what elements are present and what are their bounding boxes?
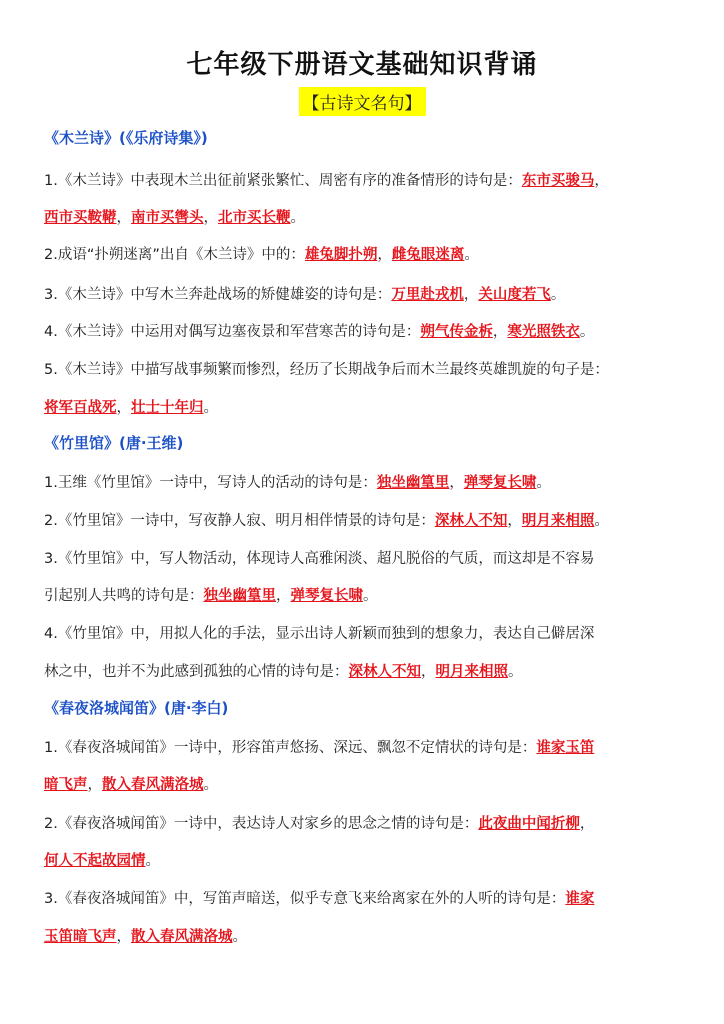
section-heading-mulan: 《木兰诗》(《乐府诗集》) — [44, 129, 208, 147]
answer-text: 玉笛暗飞声 — [44, 929, 117, 945]
punct: ， — [116, 400, 131, 416]
question-line — [44, 547, 684, 568]
question-text: 3.《春夜洛城闻笛》中，写笛声暗送，似乎专意飞来给离家在外的人听的诗句是： — [44, 891, 566, 907]
answer-text: 独坐幽篁里 — [376, 475, 450, 491]
question-text: 1.王维《竹里馆》一诗中，写诗人的活动的诗句是： — [44, 475, 377, 491]
answer-text: 关山度若飞 — [478, 287, 551, 303]
question-text: 1.《木兰诗》中表现木兰出征前紧张繁忙、周密有序的准备情形的诗句是： — [44, 173, 522, 189]
punct: 。 — [203, 400, 218, 416]
answer-text: 此夜曲中闻折柳 — [478, 816, 580, 832]
punct: 。 — [232, 929, 247, 945]
question-line — [44, 849, 684, 870]
answer-text: 将军百战死 — [44, 400, 117, 416]
answer-text: 北市买长鞭 — [218, 210, 291, 226]
question-line — [44, 169, 684, 190]
question-line — [44, 243, 684, 264]
punct: 。 — [508, 664, 523, 680]
punct: ， — [203, 210, 218, 226]
answer-text: 暗飞声 — [44, 777, 88, 793]
punct: 。 — [579, 324, 595, 340]
question-text: 3.《木兰诗》中写木兰奔赴战场的矫健雄姿的诗句是： — [44, 287, 392, 303]
answer-text: 散入春风满洛城 — [102, 777, 204, 793]
page-title: 七年级下册语文基础知识背诵 — [186, 50, 538, 80]
punct: ， — [116, 210, 131, 226]
answer-text: 明月来相照 — [435, 664, 508, 680]
answer-text: 万里赴戎机 — [391, 287, 464, 303]
question-text: 引起别人共鸣的诗句是： — [44, 588, 204, 604]
answer-text: 独坐幽篁里 — [203, 588, 276, 604]
answer-text: 深林人不知 — [348, 664, 421, 680]
punct: 。 — [536, 475, 551, 491]
question-line — [44, 584, 684, 605]
question-line — [44, 358, 684, 379]
answer-text: 南市买辔头 — [131, 210, 204, 226]
question-line — [44, 660, 684, 681]
punct: ， — [377, 247, 392, 263]
question-text: 林之中，也并不为此感到孤独的心情的诗句是： — [44, 664, 349, 680]
question-line — [44, 320, 684, 341]
punct: 。 — [290, 210, 305, 226]
punct: 。 — [550, 287, 566, 303]
answer-text: 明月来相照 — [521, 513, 595, 529]
punct: ， — [276, 588, 291, 604]
question-line — [44, 887, 684, 908]
question-text: 3.《竹里馆》中，写人物活动，体现诗人高雅闲淡、超凡脱俗的气质，而这却是不容易 — [44, 551, 595, 567]
question-text: 2.成语“扑朔迷离”出自《木兰诗》中的： — [44, 247, 305, 263]
question-line — [44, 509, 684, 530]
answer-text: 西市买鞍鞯 — [44, 210, 117, 226]
answer-text: 雄兔脚扑朔 — [304, 247, 378, 263]
answer-text: 散入春风满洛城 — [131, 929, 233, 945]
answer-text: 东市买骏马 — [521, 173, 595, 189]
question-line — [44, 812, 684, 833]
answer-text: 雌兔眼迷离 — [391, 247, 465, 263]
answer-text: 寒光照铁衣 — [507, 324, 580, 340]
question-line — [44, 283, 684, 304]
punct: ， — [116, 929, 131, 945]
question-text: 1.《春夜洛城闻笛》一诗中，形容笛声悠扬、深远、飘忽不定情状的诗句是： — [44, 740, 537, 756]
answer-text: 弹琴复长啸 — [463, 475, 537, 491]
subtitle-highlight: 【古诗文名句】 — [299, 87, 426, 116]
question-text: 2.《春夜洛城闻笛》一诗中，表达诗人对家乡的思念之情的诗句是： — [44, 816, 479, 832]
punct: ， — [87, 777, 102, 793]
punct: ， — [507, 513, 522, 529]
punct: 。 — [464, 247, 479, 263]
subtitle-wrap — [0, 87, 724, 116]
question-line — [44, 471, 684, 492]
question-line — [44, 206, 684, 227]
answer-text: 谁家玉笛 — [536, 740, 595, 756]
punct: 。 — [145, 853, 160, 869]
answer-text: 朔气传金柝 — [420, 324, 493, 340]
punct: ， — [421, 664, 436, 680]
punct: ， — [463, 287, 479, 303]
punct: 。 — [203, 777, 218, 793]
punct: 。 — [594, 513, 609, 529]
answer-text: 弹琴复长啸 — [290, 588, 363, 604]
punct: 。 — [363, 588, 378, 604]
answer-text: 何人不起故园情 — [44, 853, 146, 869]
section-heading-zhuliguan: 《竹里馆》(唐·王维) — [44, 434, 184, 452]
question-line — [44, 736, 684, 757]
question-line — [44, 925, 684, 946]
punct: ， — [449, 475, 464, 491]
question-text: 2.《竹里馆》一诗中，写夜静人寂、明月相伴情景的诗句是： — [44, 513, 435, 529]
question-line — [44, 396, 684, 417]
answer-text: 谁家 — [565, 891, 595, 907]
section-heading-chunye: 《春夜洛城闻笛》(唐·李白) — [44, 699, 229, 717]
punct: ， — [579, 816, 595, 832]
punct: ， — [492, 324, 508, 340]
question-text: 5.《木兰诗》中描写战事频繁而惨烈，经历了长期战争后而木兰最终英雄凯旋的句子是： — [44, 362, 609, 378]
answer-text: 壮士十年归 — [131, 400, 204, 416]
question-line — [44, 622, 684, 643]
answer-text: 深林人不知 — [434, 513, 508, 529]
question-text: 4.《竹里馆》中，用拟人化的手法，显示出诗人新颖而独到的想象力，表达自己僻居深 — [44, 626, 595, 642]
question-text: 4.《木兰诗》中运用对偶写边塞夜景和军营寒苦的诗句是： — [44, 324, 421, 340]
punct: ， — [594, 173, 609, 189]
question-line — [44, 773, 684, 794]
